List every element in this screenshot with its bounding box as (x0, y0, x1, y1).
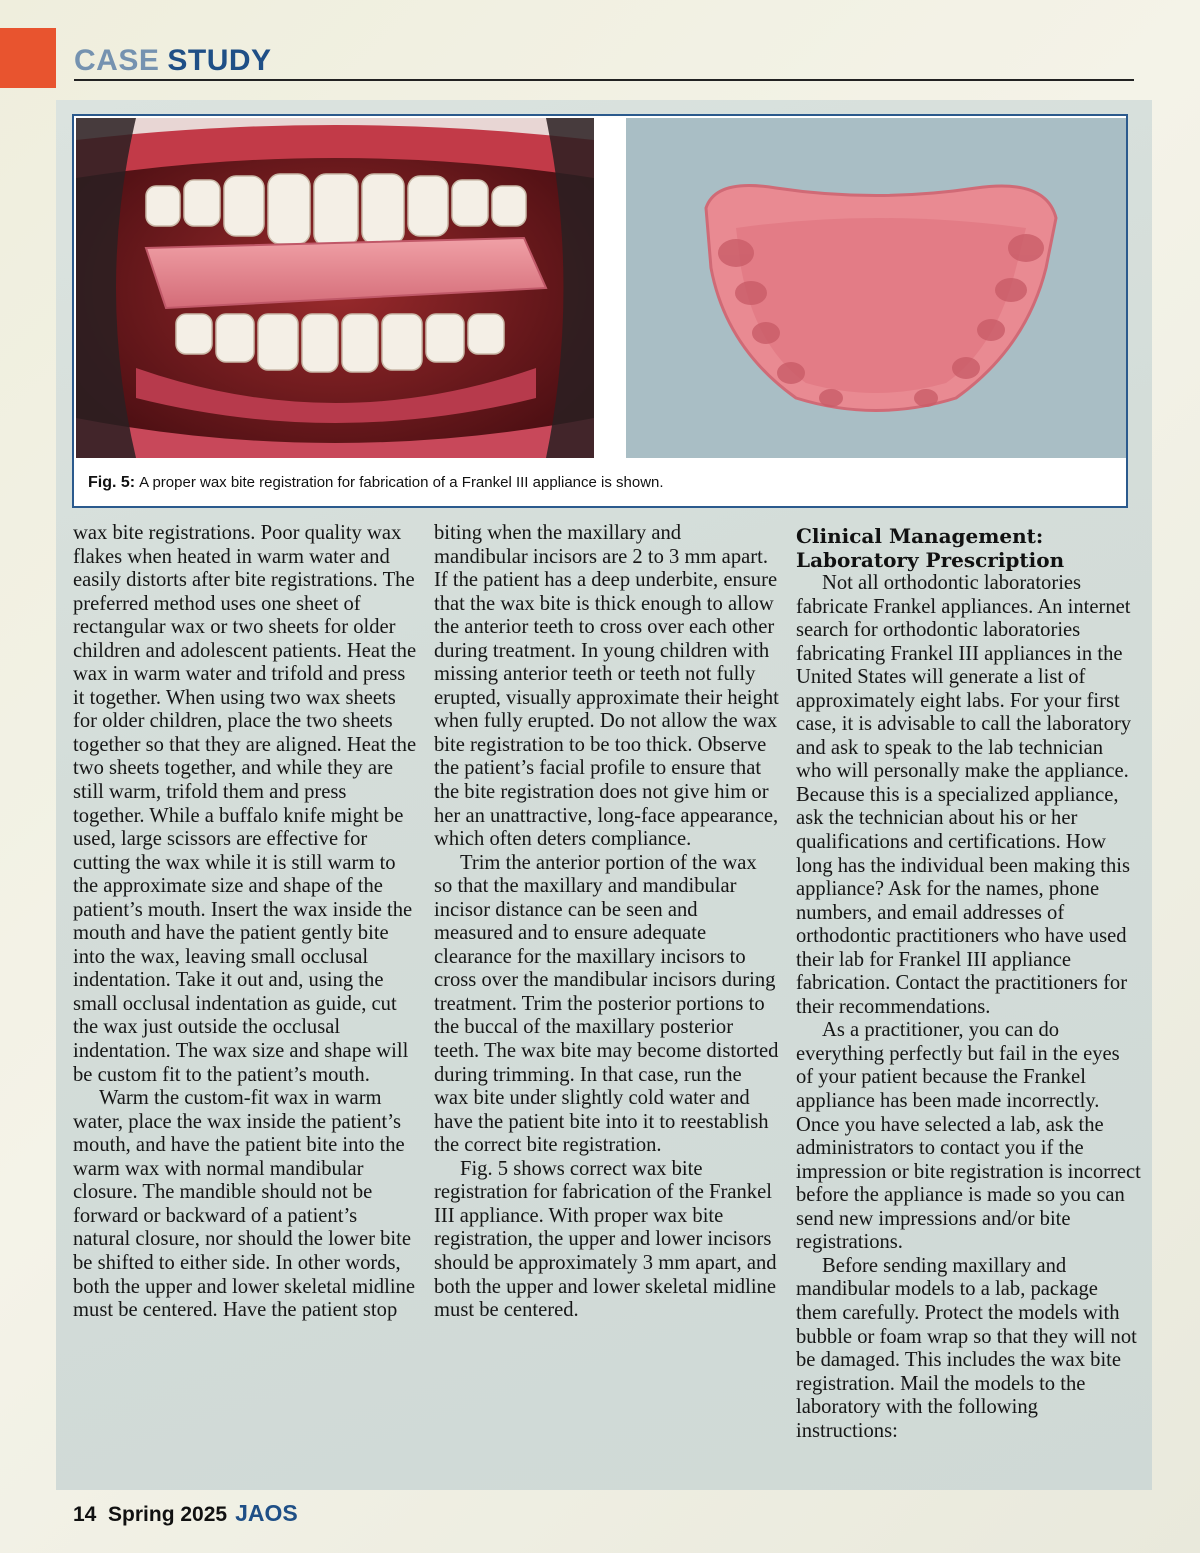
paragraph: Before sending maxillary and mandibular models to a lab, package them carefully. Protect the models with bubble or foam wrap so that they will not be damaged. This includes the wax bite registration. Mail the models to the laboratory with the following instructions: (796, 1254, 1137, 1442)
paragraph: Not all orthodontic laboratories fabricate Frankel appliances. An internet search for orthodontic laboratories fabricating Frankel III appliances in the United States will generate a list of approximately eight labs. For your first case, it is advisable to call the laboratory and ask to speak to the lab technician who will personally make the appliance. Because this is a specialized appliance, ask the technician about his or her qualifications and certifications. How long has the individual been making this appliance? Ask for the names, phone numbers, and email addresses of orthodontic practitioners who have used their lab for Frankel III appliance fabrication. Contact the practitioners for their recommendations. (796, 572, 1132, 1018)
figure-label: Fig. 5: (88, 474, 136, 491)
wax-bite-registration-photo (626, 118, 1126, 458)
header-rule (74, 79, 1134, 81)
paragraph: Warm the custom-fit wax in warm water, place the wax inside the patient’s mouth, and have the patient bite into the warm wax with normal mandibular closure. The mandible should not be forward or backward of a patient’s natural closure, nor should the lower bite be shifted to either side. In other words, both the upper and lower skeletal midline must be centered. Have the patient stop (73, 1087, 415, 1322)
paragraph: wax bite registrations. Poor quality wax flakes when heated in warm water and easily distorts after bite registrations. The preferred method uses one sheet of rectangular wax or two sheets for older children and adolescent patients. Heat the wax in warm water and trifold and press it together. When using two wax sheets for older children, place the two sheets together so that they are aligned. Heat the two sheets together, and while they are still warm, trifold them and press together. While a buffalo knife might be used, large scissors are effective for cutting the wax while it is still warm to the approximate size and shape of the patient’s mouth. Insert the wax inside the mouth and have the patient gently bite into the wax, leaving small occlusal indentation. Take it out and, using the small occlusal indentation as guide, cut the wax just outside the occlusal indentation. The wax size and shape will be custom fit to the patient’s mouth. (73, 522, 417, 1086)
text-column-2 (434, 522, 779, 1323)
page-footer (73, 1500, 298, 1527)
journal-name: JAOS (235, 1500, 298, 1526)
paragraph: Fig. 5 shows correct wax bite registration for fabrication of the Frankel III appliance. With proper wax bite registration, the upper and lower incisors should be approximately 3 mm apart, and both the upper and lower skeletal midline must be centered. (434, 1157, 777, 1322)
section-heading: Clinical Management: Laboratory Prescription (796, 524, 1065, 572)
figure-caption-text: A proper wax bite registration for fabrication of a Frankel III appliance is shown. (139, 474, 664, 491)
text-column-1 (73, 522, 418, 1323)
paragraph: biting when the maxillary and mandibular incisors are 2 to 3 mm apart. If the patient has a deep underbite, ensure that the wax bite is thick enough to allow the anterior teeth to cross over each other during treatment. In young children with missing anterior teeth or teeth not fully erupted, visually approximate their height when fully erupted. Do not allow the wax bite registration to be too thick. Observe the patient’s facial profile to ensure that the bite registration does not give him or her an unattractive, long-face appearance, which often deters compliance. (434, 522, 779, 851)
section-header (74, 44, 272, 78)
header-word-case: CASE (74, 44, 160, 77)
wax-bite-illustration (626, 118, 1126, 458)
figure-caption (88, 474, 664, 492)
header-word-study: STUDY (167, 44, 272, 77)
paragraph: As a practitioner, you can do everything perfectly but fail in the eyes of your patient because the Frankel appliance has been made incorrectly. Once you have selected a lab, ask the administrators to contact you if the impression or bite registration is incorrect before the appliance is made so you can send new impressions and/or bite registrations. (796, 1019, 1141, 1254)
text-column-3 (796, 525, 1141, 1443)
paragraph: Trim the anterior portion of the wax so that the maxillary and mandibular incisor distance can be seen and measured and to ensure adequate clearance for the maxillary incisors to cross over the mandibular incisors during treatment. Trim the posterior portions to the buccal of the maxillary posterior teeth. The wax bite may become distorted during trimming. In that case, run the wax bite under slightly cold water and have the patient bite into it to reestablish the correct bite registration. (434, 851, 779, 1157)
figure-5 (72, 114, 1128, 508)
page-number: 14 (73, 1503, 97, 1526)
mouth-with-wax-bite-illustration (76, 118, 594, 458)
section-accent-block (0, 28, 56, 88)
mouth-with-wax-bite-photo (76, 118, 594, 458)
issue-label: Spring 2025 (108, 1503, 228, 1526)
